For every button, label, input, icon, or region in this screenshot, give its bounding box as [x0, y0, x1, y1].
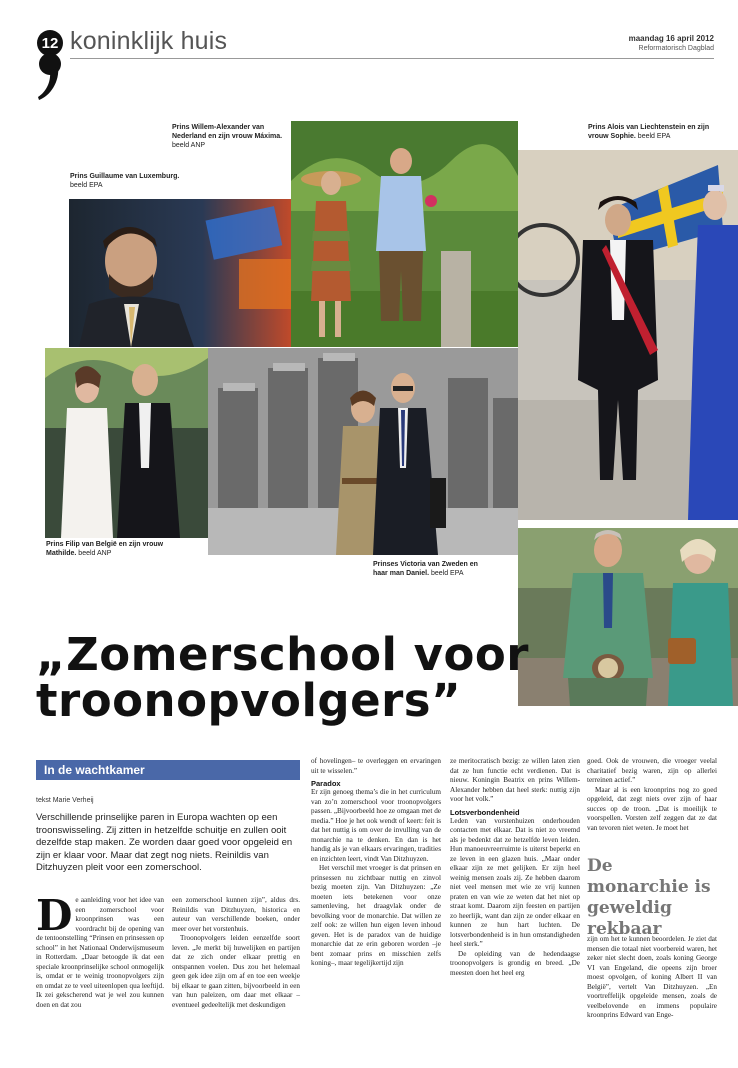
photo-alois-sophie: [518, 150, 738, 520]
caption-credit: beeld ANP: [78, 550, 112, 557]
photo-filip-mathilde: [45, 348, 208, 538]
column-4-text-c: De opleiding van de hedendaagse troonopvolgers is grondig en breed. „De meesten doen het heel erg: [450, 949, 580, 977]
caption-credit: beeld EPA: [70, 182, 103, 189]
column-3-text-b: Er zijn genoeg thema’s die in het curriculum van zo’n zomerschool voor troonopvolgers passen. „Bijvoorbeeld hoe ze omgaan met de media.” Hoe je het ook wendt of keert: feit is dat het nuttig is om over de invulling van de monarchie na te denken. En dan is het handig als je van elkaars ervaringen, tradities en inzichten leert, vindt Van Ditzhuyzen.: [311, 788, 441, 863]
caption-name: Prins Filip van België en zijn vrouw Mathilde.: [46, 541, 164, 557]
caption-victoria: [373, 560, 483, 578]
column-1: [36, 891, 164, 1010]
caption-filip: [46, 540, 166, 558]
column-4: [450, 757, 580, 978]
caption-credit: beeld EPA: [430, 570, 464, 577]
intro-text: Verschillende prinselijke paren in Europa wachten op een troonswisseling. Zij zitten in hetzelfde schuitje en zullen ooit dezelfde stap maken. Ze worden daar goed voor opgeleid en zijn er klaar voor. Maar dat zegt nog niets. Reinildis van Ditzhuyzen pleit voor een zomerschool.: [36, 812, 293, 873]
photo-guillaume: [69, 199, 291, 347]
comma-logo-icon: [36, 52, 64, 102]
column-4-text-a: ze meritocratisch bezig: ze willen laten zien dat ze hun functie echt verdienen. Dat is nieuw. Koningin Beatrix en prins Willem-Alexander hebben dat heel sterk: nuttig zijn voor het volk.”: [450, 757, 580, 803]
column-3-text-c: Het verschil met vroeger is dat prinsen en prinsessen nu zichtbaar nuttig en zinvol bezig moeten zijn. Van Ditzhuyzen: „Ze moeten iets betekenen voor onze samenleving, het draagvlak onder de bevolking voor de monarchie. Dat willen ze zelf ook: ze willen hun eigen leven inhoud geven. Het is de paradox van de huidige monarchie dat ze erin geboren worden –je bent zomaar prins en misschien zelfs koning–, maar tegelijkertijd zijn: [311, 864, 441, 967]
newspaper-name: Reformatorisch Dagblad: [638, 45, 714, 52]
column-5-text-b: Maar al is een kroonprins nog zo goed opgeleid, dat zegt niets over zijn of haar succes op de troon. „Dat is moeilijk te voorspellen. Vorsten zelf zeggen dat ze dat van tevoren niet weten. Je moet het: [587, 785, 717, 832]
caption-credit: beeld ANP: [172, 142, 206, 149]
column-2: [172, 896, 300, 1010]
column-5-text-c: zijn om het te kunnen beoordelen. Je ziet dat mensen die totaal niet voorbereid waren, het zeker niet slecht doen, zoals koning George VI van Engeland, die opeens zijn broer moest opvolgen, of koning Albert II van België”, vertelt Van Ditzhuyzen. „En voortreffelijk opgeleide mensen, zoals de veelbelovende en immens populaire kroonprins Edward van Enge-: [587, 935, 717, 1019]
caption-name: Prinses Victoria van Zweden en haar man Daniel.: [373, 561, 478, 577]
column-4-text-b: Leden van vorstenhuizen onderhouden contacten met elkaar. Dat is niet zo vreemd als je bedenkt dat ze hetzelfde leven leiden. Hun manoeuvreerruimte is uiterst beperkt en ze leven in een glazen huis. „Maar onder elkaar zijn ze met gelijken. Er zijn heel weinig mensen zoals zij. Ze hebben daarom niet veel mensen met wie ze vrij kunnen praten en van wie ze weten dat het niet op straat komt. Daarom zijn feesten en partijen zo heerlijk, want dan zijn ze onder elkaar en kunnen ze hun hart luchten. De lotsverbondenheid is in hun omstandigheden heel sterk.”: [450, 816, 580, 948]
caption-guillaume: [70, 172, 190, 190]
kicker-bar: In de wachtkamer: [36, 760, 300, 780]
headline-line-2: troonopvolgers”: [36, 674, 462, 727]
photo-victoria-daniel: [208, 348, 518, 555]
byline: tekst Marie Verheij: [36, 797, 94, 804]
issue-date: maandag 16 april 2012: [628, 34, 714, 43]
drop-cap: D: [36, 891, 73, 940]
column-1-text: e aanleiding voor het idee van een zomerschool voor kroonprinsen was een voordracht bij de opening van de tentoonstelling “Prinsen en prinsessen op school” in het Nationaal Onderwijsmuseum in Rotterdam. „Daar betoogde ik dat een speciale kroonprinselijke school onmogelijk is, omdat er te weinig troonopvolgers zijn en omdat ze te veel uiteenlopen qua leeftijd. Ik zei gekscherend wat je wel zou kunnen doen en dat zou: [36, 896, 164, 1009]
column-5-text-a: goed. Ook de vrouwen, die vroeger veelal charitatief bezig waren, zijn op allerlei terreinen actief.”: [587, 757, 717, 784]
caption-willem: [172, 123, 287, 150]
page-number-text: 12: [41, 34, 59, 52]
header-rule: [70, 58, 714, 59]
pull-quote: De monarchie is geweldig rekbaar: [587, 856, 711, 939]
photo-willem-maxima: [291, 121, 518, 347]
column-3-text-a: of hovelingen– te overleggen en ervaringen uit te wisselen.”: [311, 757, 441, 775]
subhead-paradox: Paradox: [311, 779, 341, 788]
column-5-bottom: [587, 935, 717, 1021]
caption-name: Prins Guillaume van Luxemburg.: [70, 173, 180, 180]
column-2-text-b: Troonopvolgers leiden eenzelfde soort leven. „Je merkt bij huwelijken en partijen dat ze zich onder elkaar prettig en ontspannen voelen. Dus zou het helemaal geen gek idee zijn om af en toe een weekje bij elkaar te gaan zitten, bijvoorbeeld in een van hun paleizen, om daar met elkaar –eventueel gedeeltelijk met deskundigen: [172, 934, 300, 1009]
column-3: [311, 757, 441, 969]
section-title: koninklijk huis: [70, 27, 228, 55]
caption-name: Prins Willem-Alexander van Nederland en zijn vrouw Máxima.: [172, 124, 283, 140]
column-5-top: [587, 757, 717, 833]
column-2-text: een zomerschool kunnen zijn”, aldus drs. Reinildis van Ditzhuyzen, historica en auteur van verschillende boeken, onder meer over het vorstenhuis.: [172, 896, 300, 933]
caption-credit: beeld EPA: [637, 133, 671, 140]
headline-line-1: „Zomerschool voor: [36, 628, 529, 681]
caption-name: Prins Alois van Liechtenstein en zijn vrouw Sophie.: [588, 124, 710, 140]
headline: [36, 628, 636, 727]
caption-alois: [588, 123, 713, 141]
subhead-lotsverbondenheid: Lotsverbondenheid: [450, 807, 520, 817]
